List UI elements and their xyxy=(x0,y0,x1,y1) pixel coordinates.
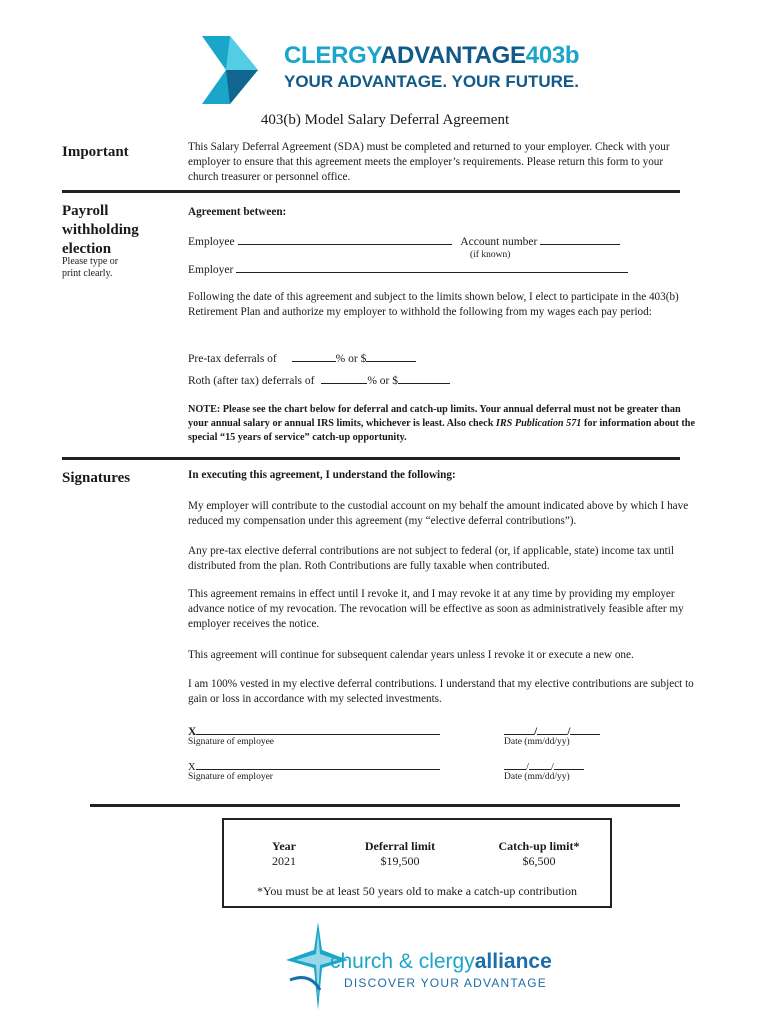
employer-date-month[interactable] xyxy=(504,758,526,770)
understanding-para-5: I am 100% vested in my elective deferral contributions. I understand that my elective contributions are subject to gain or loss in accordance with my selected investments. xyxy=(188,678,694,705)
employer-signature-field[interactable] xyxy=(196,758,440,770)
church-clergy-alliance-logo xyxy=(280,920,580,1016)
employee-date-day[interactable] xyxy=(537,723,567,735)
employer-signature-line: X xyxy=(188,758,440,773)
deferral-limit-value: $19,500 xyxy=(380,854,420,868)
catchup-limit-header: Catch-up limit* xyxy=(498,839,580,853)
clergy-advantage-logo xyxy=(200,32,580,110)
important-text: This Salary Deferral Agreement (SDA) must be completed and returned to your employer. Check with your employer to ensure that this agreement meets the employer’s requirements. Please return this form to your church treasurer or personnel office. xyxy=(188,141,670,183)
deferral-limit-header: Deferral limit xyxy=(364,839,436,853)
if-known-note: (if known) xyxy=(470,250,511,260)
irs-publication-ref: IRS Publication 571 xyxy=(495,418,582,429)
chevron-mark-icon xyxy=(200,34,278,106)
employee-date-line: / / xyxy=(504,723,600,738)
catchup-limit-value: $6,500 xyxy=(522,854,556,868)
signatures-heading: Signatures xyxy=(62,470,131,486)
employer-row xyxy=(188,261,628,276)
employee-signature-label: Signature of employee xyxy=(188,737,275,747)
employer-date-line: / / xyxy=(504,758,584,773)
employee-signature-line: X xyxy=(188,723,440,738)
employee-label: Employee xyxy=(188,236,235,248)
employee-field[interactable] xyxy=(238,233,452,245)
employer-date-label: Date (mm/dd/yy) xyxy=(504,772,570,782)
agreement-between-label: Agreement between: xyxy=(188,206,287,218)
year-value: 2021 xyxy=(272,854,296,868)
employee-row xyxy=(188,233,620,248)
roth-percent-field[interactable] xyxy=(321,372,367,384)
year-column xyxy=(264,839,304,869)
pretax-dollar-field[interactable] xyxy=(366,350,416,362)
payroll-heading: Payroll withholding election xyxy=(62,203,139,257)
employee-signature-field[interactable] xyxy=(196,723,440,735)
page-title: 403(b) Model Salary Deferral Agreement xyxy=(260,112,510,128)
employer-date-year[interactable] xyxy=(554,758,584,770)
understanding-para-3: This agreement remains in effect until I revoke it, and I may revoke it at any time by providing my employer advance notice of my revocation. The revocation will be effective as soon as administratively feasible after my employer receives the notice. xyxy=(188,588,684,630)
roth-label: Roth (after tax) deferrals of xyxy=(188,375,315,387)
section-divider xyxy=(62,457,680,460)
employer-signature-label: Signature of employer xyxy=(188,772,273,782)
roth-dollar-field[interactable] xyxy=(398,372,450,384)
catchup-footnote: *You must be at least 50 years old to make a catch-up contribution xyxy=(256,884,578,898)
employer-field[interactable] xyxy=(236,261,628,273)
understand-heading: In executing this agreement, I understand the following: xyxy=(188,469,456,481)
catchup-limit-column xyxy=(484,839,594,869)
account-number-field[interactable] xyxy=(540,233,620,245)
deferral-limit-column xyxy=(350,839,450,869)
important-heading: Important xyxy=(62,144,129,160)
limits-table xyxy=(222,818,612,908)
limits-note: NOTE: Please see the chart below for deferral and catch-up limits. Your annual deferral must not be greater than your annual salary or annual IRS limits, whichever is least. Also check IRS Publication 571 for information about the special “15 years of service” catch-up opportunity. xyxy=(188,404,695,443)
understanding-para-1: My employer will contribute to the custodial account on my behalf the amount indicated above by which I have reduced my compensation under this agreement (my “elective deferral contributions”). xyxy=(188,500,689,527)
understanding-para-4: This agreement will continue for subsequent calendar years unless I revoke it or execute a new one. xyxy=(188,649,634,661)
year-header: Year xyxy=(272,839,296,853)
print-clearly-note: Please type or print clearly. xyxy=(62,256,119,279)
employer-label: Employer xyxy=(188,264,234,276)
employee-date-year[interactable] xyxy=(570,723,600,735)
employee-date-label: Date (mm/dd/yy) xyxy=(504,737,570,747)
employer-date-day[interactable] xyxy=(529,758,551,770)
roth-row: Roth (after tax) deferrals of % or $ xyxy=(188,372,450,387)
section-divider xyxy=(90,804,680,807)
brand-name: CLERGYADVANTAGE403b xyxy=(284,42,580,69)
pretax-row: Pre-tax deferrals of % or $ xyxy=(188,350,416,365)
understanding-para-2: Any pre-tax elective deferral contributions are not subject to federal (or, if applicable, state) income tax until distributed from the plan. Roth Contributions are fully taxable when contributed. xyxy=(188,545,675,572)
alliance-tagline: DISCOVER YOUR ADVANTAGE xyxy=(344,976,547,990)
section-divider xyxy=(62,190,680,193)
election-text: Following the date of this agreement and subject to the limits shown below, I elect to participate in the 403(b) Retirement Plan and authorize my employer to withhold the following from my wages each pay period: xyxy=(188,291,679,318)
pretax-label: Pre-tax deferrals of xyxy=(188,353,277,365)
brand-tagline: YOUR ADVANTAGE. YOUR FUTURE. xyxy=(284,72,579,91)
employee-date-month[interactable] xyxy=(504,723,534,735)
alliance-brand-name: church & clergyalliance xyxy=(330,950,552,973)
pretax-percent-field[interactable] xyxy=(292,350,336,362)
account-number-label: Account number xyxy=(460,236,538,248)
